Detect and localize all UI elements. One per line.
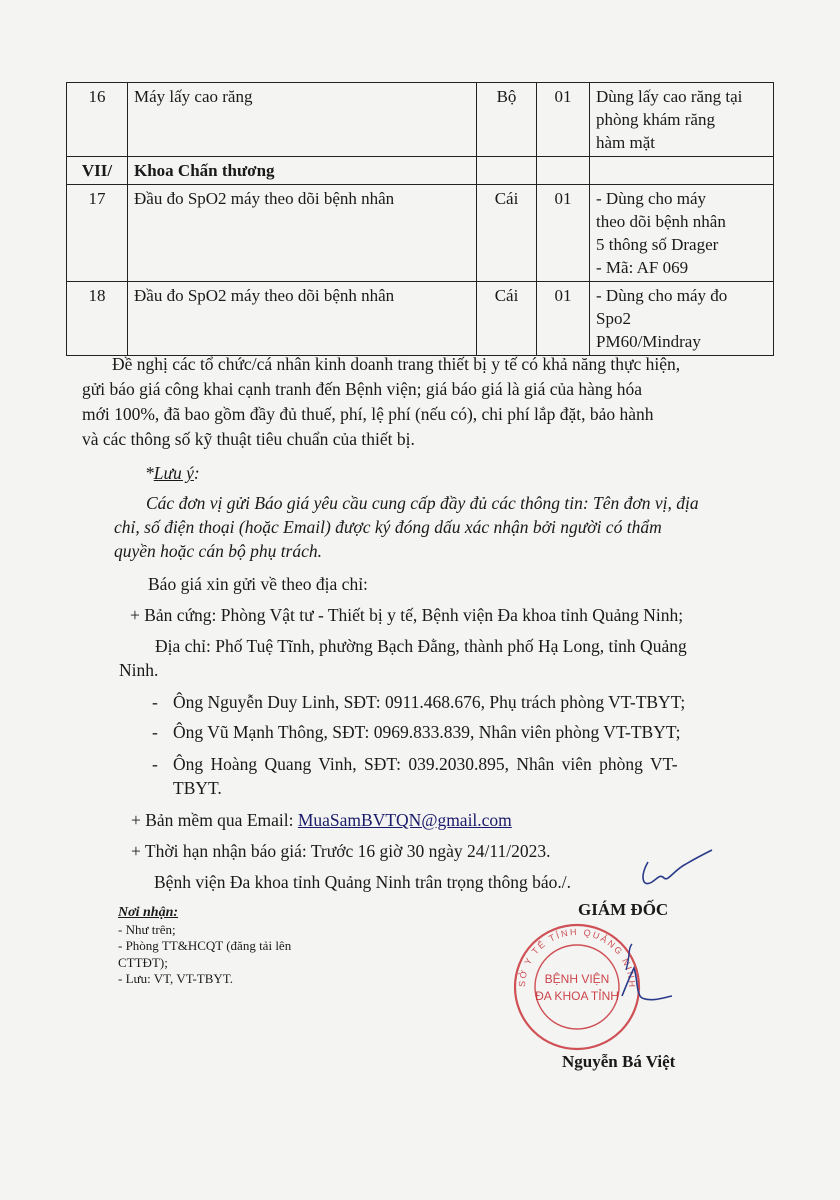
note-line: Spo2 [596, 309, 631, 328]
recipients-block [118, 905, 338, 988]
stamp-ring-text: SỞ Y TẾ TỈNH QUẢNG NINH [516, 926, 638, 990]
quantity-cell: 01 [537, 282, 590, 356]
recipient-line: CTTĐT); [118, 954, 168, 970]
note-line: phòng khám răng [596, 110, 715, 129]
section-number: VII/ [67, 157, 128, 185]
item-name-cell: Máy lấy cao răng [128, 83, 477, 157]
intro-line: gửi báo giá công khai cạnh tranh đến Bệnh viện; giá báo giá là giá của hàng hóa [82, 379, 643, 399]
table-row [67, 83, 774, 157]
contact-bullet: - [152, 722, 158, 742]
contact-line: Ông Nguyễn Duy Linh, SĐT: 0911.468.676, Phụ trách phòng VT-TBYT; [173, 692, 686, 712]
contact-line: Ông Hoàng Quang Vinh, SĐT: 039.2030.895, Nhân viên phòng VT- [173, 754, 678, 774]
email-link[interactable]: MuaSamBVTQN@gmail.com [297, 810, 512, 830]
note-line: PM60/Mindray [596, 332, 701, 351]
note-cell [590, 282, 774, 356]
address-line: Ninh. [119, 660, 159, 680]
note-line: - Dùng cho máy đo [596, 286, 728, 305]
table-row [67, 185, 774, 282]
stt-cell: 16 [67, 83, 128, 157]
note-cell [590, 185, 774, 282]
intro-line: mới 100%, đã bao gồm đầy đủ thuế, phí, lệ phí (nếu có), chi phí lắp đặt, bảo hành [82, 404, 654, 424]
item-name-cell: Đầu đo SpO2 máy theo dõi bệnh nhân [128, 185, 477, 282]
recipient-line: - Phòng TT&HCQT (đăng tải lên [118, 938, 292, 953]
stt-cell: 18 [67, 282, 128, 356]
unit-cell: Cái [477, 185, 537, 282]
signer-name: Nguyễn Bá Việt [562, 1052, 676, 1071]
note-cell [590, 83, 774, 157]
stamp-center-line: BỆNH VIỆN [544, 972, 610, 986]
contact-bullet: - [152, 754, 158, 774]
items-table [66, 82, 774, 356]
note-line: Dùng lấy cao răng tại [596, 87, 743, 106]
closing-line: Bệnh viện Đa khoa tỉnh Quảng Ninh trân trọng thông báo./. [154, 872, 572, 892]
contact-line: Ông Vũ Mạnh Thông, SĐT: 0969.833.839, Nhân viên phòng VT-TBYT; [173, 722, 681, 742]
address-line: Địa chỉ: Phố Tuệ Tĩnh, phường Bạch Đằng, thành phố Hạ Long, tỉnh Quảng [155, 636, 687, 656]
hard-copy-line: + Bản cứng: Phòng Vật tư - Thiết bị y tế, Bệnh viện Đa khoa tỉnh Quảng Ninh; [130, 605, 684, 625]
soft-copy-line [131, 809, 512, 831]
note-line: - Mã: AF 069 [596, 258, 689, 277]
contact-line: TBYT. [173, 778, 222, 798]
note-line: theo dõi bệnh nhân [596, 212, 726, 231]
note-line: chỉ, số điện thoại (hoặc Email) được ký đóng dấu xác nhận bởi người có thẩm [114, 517, 662, 537]
note-line: quyền hoặc cán bộ phụ trách. [114, 541, 323, 561]
intro-line: và các thông số kỹ thuật tiêu chuẩn của thiết bị. [82, 429, 415, 449]
note-heading [145, 462, 200, 484]
recipients-heading: Nơi nhận: [118, 905, 179, 920]
note-line: 5 thông số Drager [596, 235, 719, 254]
quantity-cell: 01 [537, 185, 590, 282]
recipient-line: - Như trên; [118, 921, 176, 937]
note-line: hàm mặt [596, 133, 656, 152]
stt-cell: 17 [67, 185, 128, 282]
note-label: Lưu ý [153, 463, 194, 483]
intro-line: Đề nghị các tổ chức/cá nhân kinh doanh trang thiết bị y tế có khả năng thực hiện, [112, 354, 681, 374]
note-star: * [145, 463, 154, 483]
section-row [67, 157, 774, 185]
section-title: Khoa Chấn thương [128, 157, 477, 185]
item-name-cell: Đầu đo SpO2 máy theo dõi bệnh nhân [128, 282, 477, 356]
recipient-line: - Lưu: VT, VT-TBYT. [118, 971, 234, 986]
table-row [67, 282, 774, 356]
quantity-cell: 01 [537, 83, 590, 157]
contact-bullet: - [152, 692, 158, 712]
soft-copy-label: + Bản mềm qua Email: [131, 810, 298, 830]
unit-cell: Cái [477, 282, 537, 356]
note-line: Các đơn vị gửi Báo giá yêu cầu cung cấp đầy đủ các thông tin: Tên đơn vị, địa [146, 493, 699, 513]
deadline-line: + Thời hạn nhận báo giá: Trước 16 giờ 30 ngày 24/11/2023. [131, 841, 551, 861]
unit-cell: Bộ [477, 83, 537, 157]
signature-image [600, 848, 730, 1038]
note-colon: : [193, 463, 200, 483]
stamp-center-line: ĐA KHOA TỈNH [535, 989, 619, 1003]
send-to-heading: Báo giá xin gửi về theo địa chỉ: [148, 574, 368, 594]
note-line: - Dùng cho máy [596, 189, 707, 208]
signer-title: GIÁM ĐỐC [578, 900, 669, 919]
